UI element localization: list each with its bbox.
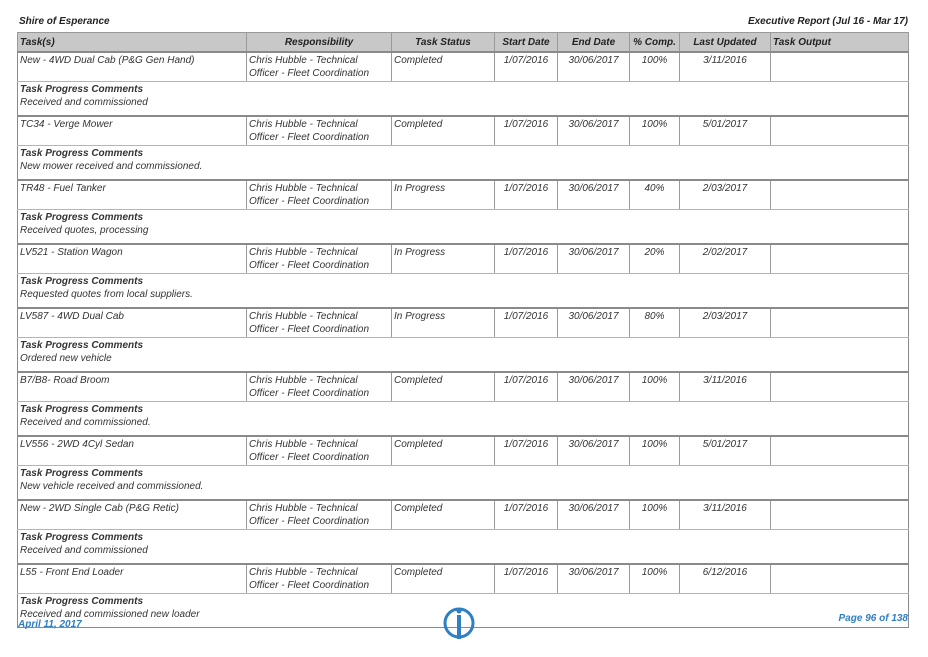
comment-label: Task Progress Comments bbox=[20, 276, 144, 287]
task-row bbox=[18, 500, 909, 530]
task-status: Completed bbox=[392, 564, 495, 594]
task-output bbox=[771, 436, 909, 466]
task-output bbox=[771, 52, 909, 82]
task-status: In Progress bbox=[392, 244, 495, 274]
responsibility-line-1: Chris Hubble - Technical bbox=[249, 247, 358, 258]
comment-text: Received quotes, processing bbox=[20, 225, 149, 236]
comment-label: Task Progress Comments bbox=[20, 340, 144, 351]
task-percent-complete: 100% bbox=[630, 436, 680, 466]
report-title: Executive Report (Jul 16 - Mar 17) bbox=[747, 16, 908, 27]
task-start-date: 1/07/2016 bbox=[495, 244, 558, 274]
comment-label: Task Progress Comments bbox=[20, 148, 144, 159]
responsibility-line-1: Chris Hubble - Technical bbox=[249, 183, 358, 194]
responsibility-line-2: Officer - Fleet Coordination bbox=[249, 324, 370, 335]
comment-text: Requested quotes from local suppliers. bbox=[20, 289, 193, 300]
task-table bbox=[17, 32, 909, 628]
task-output bbox=[771, 180, 909, 210]
responsibility-line-1: Chris Hubble - Technical bbox=[249, 55, 358, 66]
task-name: TC34 - Verge Mower bbox=[18, 116, 247, 146]
comment-text: Received and commissioned bbox=[20, 97, 148, 108]
col-header-responsibility: Responsibility bbox=[247, 33, 392, 53]
task-name: B7/B8- Road Broom bbox=[18, 372, 247, 402]
task-output bbox=[771, 308, 909, 338]
comment-text: New mower received and commissioned. bbox=[20, 161, 203, 172]
shire-logo-icon bbox=[440, 606, 478, 640]
task-end-date: 30/06/2017 bbox=[558, 244, 630, 274]
comment-text: Received and commissioned. bbox=[20, 417, 151, 428]
task-percent-complete: 100% bbox=[630, 564, 680, 594]
col-header-task-output: Task Output bbox=[771, 33, 909, 53]
task-progress-comment bbox=[18, 466, 909, 501]
comment-row bbox=[18, 402, 909, 437]
task-start-date: 1/07/2016 bbox=[495, 308, 558, 338]
col-header-last-updated: Last Updated bbox=[680, 33, 771, 53]
comment-label: Task Progress Comments bbox=[20, 532, 144, 543]
task-status: Completed bbox=[392, 372, 495, 402]
task-percent-complete: 40% bbox=[630, 180, 680, 210]
responsibility-line-2: Officer - Fleet Coordination bbox=[249, 196, 370, 207]
task-progress-comment bbox=[18, 338, 909, 373]
task-end-date: 30/06/2017 bbox=[558, 564, 630, 594]
task-output bbox=[771, 564, 909, 594]
comment-label: Task Progress Comments bbox=[20, 404, 144, 415]
col-header-end-date: End Date bbox=[558, 33, 630, 53]
responsibility-line-2: Officer - Fleet Coordination bbox=[249, 132, 370, 143]
page-number: Page 96 of 138 bbox=[838, 613, 908, 624]
comment-label: Task Progress Comments bbox=[20, 468, 144, 479]
comment-text: Received and commissioned bbox=[20, 545, 148, 556]
task-status: Completed bbox=[392, 436, 495, 466]
col-header-task: Task(s) bbox=[18, 33, 247, 53]
task-start-date: 1/07/2016 bbox=[495, 500, 558, 530]
task-start-date: 1/07/2016 bbox=[495, 564, 558, 594]
table-header-row bbox=[18, 33, 909, 53]
task-last-updated: 5/01/2017 bbox=[680, 436, 771, 466]
task-name: New - 4WD Dual Cab (P&G Gen Hand) bbox=[18, 52, 247, 82]
task-status: In Progress bbox=[392, 308, 495, 338]
comment-text: Received and commissioned new loader bbox=[20, 609, 200, 620]
footer-date: April 11, 2017 bbox=[18, 619, 82, 630]
task-responsibility bbox=[247, 564, 392, 594]
task-row bbox=[18, 180, 909, 210]
comment-row bbox=[18, 82, 909, 117]
task-row bbox=[18, 52, 909, 82]
task-end-date: 30/06/2017 bbox=[558, 500, 630, 530]
task-row bbox=[18, 116, 909, 146]
task-status: Completed bbox=[392, 500, 495, 530]
comment-label: Task Progress Comments bbox=[20, 84, 144, 95]
task-end-date: 30/06/2017 bbox=[558, 436, 630, 466]
col-header-percent-complete: % Comp. bbox=[630, 33, 680, 53]
responsibility-line-1: Chris Hubble - Technical bbox=[249, 375, 358, 386]
task-name: TR48 - Fuel Tanker bbox=[18, 180, 247, 210]
task-end-date: 30/06/2017 bbox=[558, 116, 630, 146]
task-last-updated: 3/11/2016 bbox=[680, 52, 771, 82]
task-last-updated: 2/02/2017 bbox=[680, 244, 771, 274]
comment-row bbox=[18, 530, 909, 565]
task-last-updated: 3/11/2016 bbox=[680, 372, 771, 402]
task-row bbox=[18, 564, 909, 594]
col-header-status: Task Status bbox=[392, 33, 495, 53]
task-progress-comment bbox=[18, 274, 909, 309]
responsibility-line-1: Chris Hubble - Technical bbox=[249, 311, 358, 322]
task-start-date: 1/07/2016 bbox=[495, 180, 558, 210]
task-responsibility bbox=[247, 372, 392, 402]
task-last-updated: 6/12/2016 bbox=[680, 564, 771, 594]
task-output bbox=[771, 116, 909, 146]
comment-label: Task Progress Comments bbox=[20, 212, 144, 223]
task-name: LV587 - 4WD Dual Cab bbox=[18, 308, 247, 338]
task-end-date: 30/06/2017 bbox=[558, 52, 630, 82]
responsibility-line-2: Officer - Fleet Coordination bbox=[249, 68, 370, 79]
comment-row bbox=[18, 338, 909, 373]
task-progress-comment bbox=[18, 530, 909, 565]
task-last-updated: 5/01/2017 bbox=[680, 116, 771, 146]
comment-row bbox=[18, 146, 909, 181]
task-progress-comment bbox=[18, 82, 909, 117]
task-progress-comment bbox=[18, 402, 909, 437]
task-percent-complete: 20% bbox=[630, 244, 680, 274]
task-last-updated: 3/11/2016 bbox=[680, 500, 771, 530]
comment-text: Ordered new vehicle bbox=[20, 353, 112, 364]
task-responsibility bbox=[247, 52, 392, 82]
organisation-name: Shire of Esperance bbox=[19, 16, 110, 27]
responsibility-line-1: Chris Hubble - Technical bbox=[249, 567, 358, 578]
responsibility-line-1: Chris Hubble - Technical bbox=[249, 119, 358, 130]
task-progress-comment bbox=[18, 210, 909, 245]
task-start-date: 1/07/2016 bbox=[495, 372, 558, 402]
comment-label: Task Progress Comments bbox=[20, 596, 144, 607]
col-header-start-date: Start Date bbox=[495, 33, 558, 53]
task-responsibility bbox=[247, 180, 392, 210]
task-end-date: 30/06/2017 bbox=[558, 308, 630, 338]
task-name: L55 - Front End Loader bbox=[18, 564, 247, 594]
responsibility-line-1: Chris Hubble - Technical bbox=[249, 439, 358, 450]
comment-text: New vehicle received and commissioned. bbox=[20, 481, 204, 492]
responsibility-line-2: Officer - Fleet Coordination bbox=[249, 580, 370, 591]
responsibility-line-1: Chris Hubble - Technical bbox=[249, 503, 358, 514]
task-responsibility bbox=[247, 436, 392, 466]
responsibility-line-2: Officer - Fleet Coordination bbox=[249, 516, 370, 527]
task-status: Completed bbox=[392, 52, 495, 82]
task-name: New - 2WD Single Cab (P&G Retic) bbox=[18, 500, 247, 530]
comment-row bbox=[18, 210, 909, 245]
task-percent-complete: 100% bbox=[630, 52, 680, 82]
task-percent-complete: 100% bbox=[630, 116, 680, 146]
responsibility-line-2: Officer - Fleet Coordination bbox=[249, 388, 370, 399]
comment-row bbox=[18, 466, 909, 501]
task-responsibility bbox=[247, 308, 392, 338]
task-start-date: 1/07/2016 bbox=[495, 52, 558, 82]
task-output bbox=[771, 500, 909, 530]
task-row bbox=[18, 244, 909, 274]
task-last-updated: 2/03/2017 bbox=[680, 180, 771, 210]
task-responsibility bbox=[247, 116, 392, 146]
task-name: LV521 - Station Wagon bbox=[18, 244, 247, 274]
task-row bbox=[18, 372, 909, 402]
task-row bbox=[18, 436, 909, 466]
responsibility-line-2: Officer - Fleet Coordination bbox=[249, 452, 370, 463]
task-output bbox=[771, 244, 909, 274]
responsibility-line-2: Officer - Fleet Coordination bbox=[249, 260, 370, 271]
task-percent-complete: 100% bbox=[630, 372, 680, 402]
task-output bbox=[771, 372, 909, 402]
task-row bbox=[18, 308, 909, 338]
task-name: LV556 - 2WD 4Cyl Sedan bbox=[18, 436, 247, 466]
task-progress-comment bbox=[18, 146, 909, 181]
task-last-updated: 2/03/2017 bbox=[680, 308, 771, 338]
task-end-date: 30/06/2017 bbox=[558, 372, 630, 402]
task-status: Completed bbox=[392, 116, 495, 146]
comment-row bbox=[18, 274, 909, 309]
task-responsibility bbox=[247, 244, 392, 274]
task-start-date: 1/07/2016 bbox=[495, 116, 558, 146]
task-responsibility bbox=[247, 500, 392, 530]
task-percent-complete: 80% bbox=[630, 308, 680, 338]
task-start-date: 1/07/2016 bbox=[495, 436, 558, 466]
task-status: In Progress bbox=[392, 180, 495, 210]
task-percent-complete: 100% bbox=[630, 500, 680, 530]
task-end-date: 30/06/2017 bbox=[558, 180, 630, 210]
